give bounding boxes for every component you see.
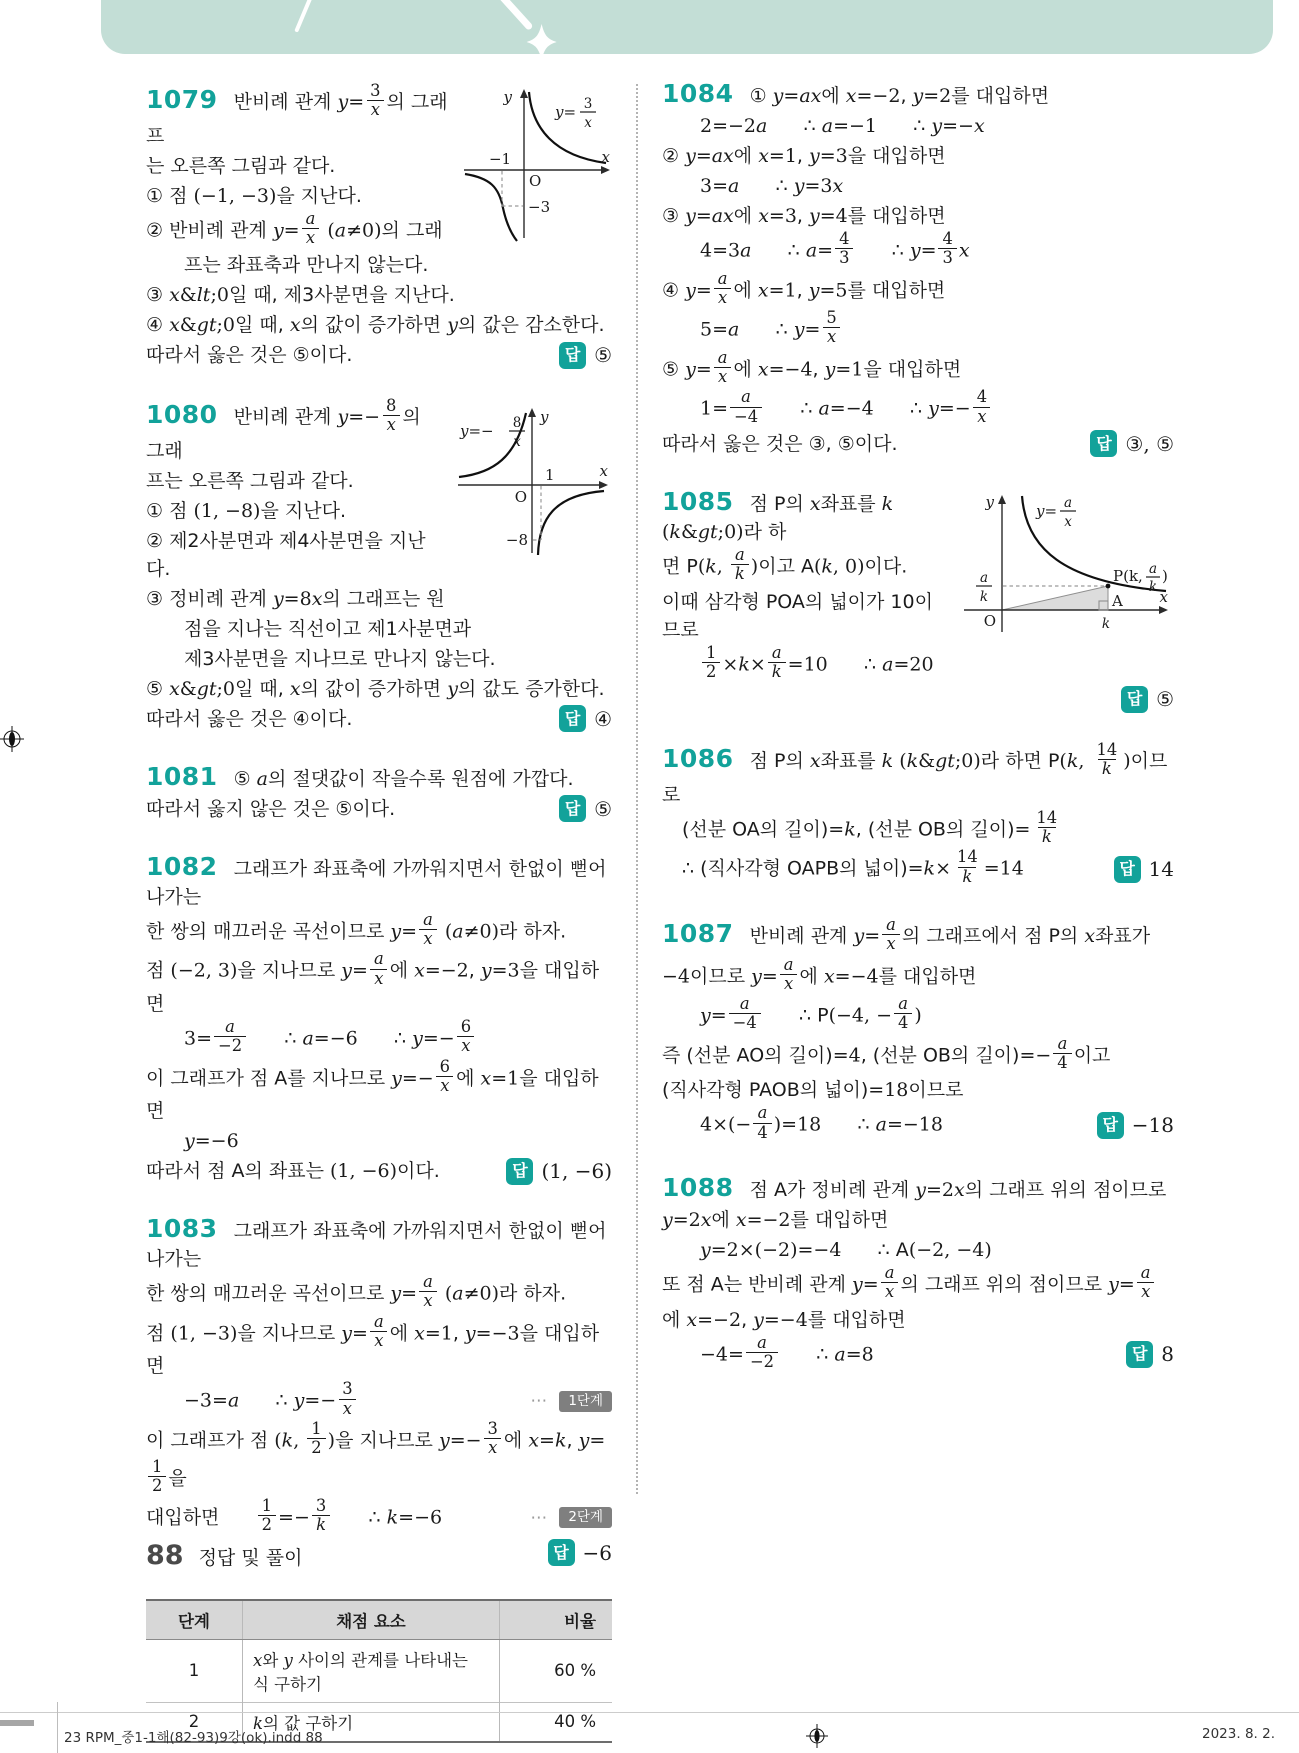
graph-1085 [956, 492, 1174, 642]
problem-number: 1085 [662, 486, 734, 516]
problem-1085 [662, 488, 1174, 713]
cell-step: 2 [146, 1702, 243, 1742]
solution-line: ③ 정비례 관계 y=8x의 그래프는 원 [146, 587, 445, 610]
solution-line [662, 1103, 1174, 1144]
problem-1088 [662, 1174, 1174, 1373]
problem-1082 [146, 853, 612, 1185]
problem-number: 1080 [146, 400, 218, 430]
solution-text: 4×(− $\frac{a}{4}$ )=18 ∴ a=−18 [700, 1103, 943, 1142]
pencil-line-icon [491, 0, 529, 26]
solution-line: 4=3a ∴ a= $\frac{4}{3}$ ∴ y= $\frac{4}{3}$ x [700, 229, 970, 268]
answer-value: (1, −6) [541, 1159, 612, 1184]
solution-line: 3= $\frac{a}{-2}$ ∴ a=−6 ∴ y=− $\frac{6}{x}$ [146, 1020, 612, 1058]
page-footer [146, 1540, 302, 1571]
solution-line: ③ x&lt;0일 때, 제3사분면을 지난다. [146, 284, 455, 307]
answer-value: 8 [1161, 1342, 1174, 1367]
registration-mark-icon [806, 1724, 828, 1748]
solution-text: 따라서 옳은 것은 ⑤이다. [146, 344, 353, 367]
solution-text: −3=a ∴ y=− $\frac{3}{x}$ [184, 1382, 520, 1420]
trim-bar [0, 1720, 34, 1726]
problem-1087 [662, 914, 1174, 1144]
solution-line: 또 점 A는 반비례 관계 y= $\frac{a}{x}$ 의 그래프 위의 점이므로 y= $\frac{a}{x}$ [662, 1266, 1174, 1304]
curve-equation-denominator: x [584, 115, 592, 131]
problem-number: 1081 [146, 761, 218, 791]
graph-1080 [454, 405, 612, 557]
solution-text: 따라서 옳은 것은 ④이다. [146, 707, 353, 730]
origin-label: O [529, 172, 542, 190]
x-tick-label: 1 [545, 466, 555, 485]
solution-line [146, 795, 612, 823]
solution-text: 따라서 점 A의 좌표는 (1, −6)이다. [146, 1160, 440, 1183]
answer [506, 1157, 612, 1185]
graph-1079 [460, 86, 612, 244]
solution-line: −4이므로 y= $\frac{a}{x}$ 에 x=−4를 대입하면 [662, 954, 977, 993]
point-p-label: P(k, [1113, 566, 1143, 585]
answer-badge: 답 [1126, 1341, 1153, 1368]
cell-criteria: k의 값 구하기 [243, 1702, 500, 1742]
answer-value: ③, ⑤ [1125, 431, 1174, 456]
problem-1086 [662, 740, 1174, 888]
solution-line [146, 1157, 612, 1185]
solution-text: 따라서 옳지 않은 것은 ⑤이다. [146, 797, 396, 820]
registration-mark-icon [0, 726, 24, 752]
solution-line: ② y=ax에 x=1, y=3을 대입하면 [662, 145, 946, 167]
ellipsis-dots: ⋯ [530, 1507, 550, 1528]
answer-badge: 답 [548, 1539, 575, 1566]
problem-1081 [146, 763, 612, 823]
solution-line: 에 x=−2, y=−4를 대입하면 [662, 1308, 906, 1331]
page-footer-label: 정답 및 풀이 [198, 1547, 303, 1569]
solution-line [662, 1332, 1174, 1374]
solution-line [146, 763, 612, 793]
solution-line: ② 제2사분면과 제4사분면을 지난다. [146, 529, 426, 580]
point-p-label-close: ) [1162, 566, 1168, 585]
answer [1097, 1111, 1174, 1139]
left-column [146, 78, 612, 1743]
solution-line: ③ y=ax에 x=3, y=4를 대입하면 [662, 205, 946, 227]
solution-line [146, 1215, 612, 1273]
solution-line [662, 430, 1174, 458]
problem-1080 [146, 396, 612, 733]
answer-badge: 답 [1097, 1112, 1124, 1139]
x-axis-arrow [599, 481, 608, 489]
solution-line: 이 그래프가 점 (k, $\frac{1}{2}$ )을 지나므로 y=− $\frac{3}{x}$ 에 x=k, y= $\frac{1}{2}$ 을 [146, 1418, 606, 1495]
answer-value: 14 [1148, 857, 1174, 882]
answer [1114, 855, 1174, 883]
y-axis-arrow [520, 89, 528, 98]
answer-value: −6 [582, 1540, 612, 1565]
solution-line: 2=−2a ∴ a=−1 ∴ y=−x [700, 115, 985, 137]
solution-line: 한 쌍의 매끄러운 곡선이므로 y= $\frac{a}{x}$ (a≠0)라 하자. [146, 1272, 567, 1311]
y-axis-arrow [998, 495, 1006, 504]
answer-value: ⑤ [594, 343, 612, 368]
column-header-step: 단계 [146, 1600, 243, 1640]
solution-line: 점을 지나는 직선이고 제1사분면과 [184, 617, 472, 640]
point-p-frac-numerator: a [1148, 560, 1158, 577]
answer [548, 1539, 612, 1567]
solution-line: y= $\frac{a}{-4}$ ∴ P(−4, − $\frac{a}{4}$ ) [700, 994, 922, 1033]
solution-line [662, 685, 1174, 713]
problem-number: 1083 [146, 1214, 218, 1244]
answer-badge: 답 [559, 705, 586, 732]
solution-line: 이 그래프가 점 A를 지나므로 y=− $\frac{6}{x}$ 에 x=1을 대입하면 [146, 1056, 599, 1123]
curve-equation-denominator: x [513, 434, 521, 451]
problem-1083 [146, 1215, 612, 1567]
solution-line [146, 705, 612, 733]
curve-equation-prefix: y= [1036, 501, 1058, 520]
solution-line [146, 1379, 612, 1420]
table-header-row [146, 1600, 612, 1640]
x-tick-label: −1 [488, 150, 512, 168]
point-a-label: A [1112, 591, 1123, 610]
curve-equation-prefix: y= [555, 103, 577, 121]
x-axis-label: x [1159, 587, 1168, 606]
solution-line: 점 (1, −3)을 지나므로 y= $\frac{a}{x}$ 에 x=1, y=−3을 대입하면 [146, 1311, 600, 1378]
solution-text: ∴ (직사각형 OAPB의 넓이)=k× $\frac{14}{k}$ =14 [682, 847, 1024, 886]
answer-badge: 답 [1114, 856, 1141, 883]
problem-number: 1079 [146, 85, 218, 115]
solution-text: 그래프가 좌표축에 가까워지면서 한없이 뻗어 나가는 [146, 1220, 613, 1271]
solution-line [662, 740, 1174, 809]
point-p [1106, 584, 1111, 589]
solution-line [662, 847, 1174, 888]
answer [1090, 430, 1174, 458]
pencil-line-icon [297, 0, 313, 30]
solution-line: y=−6 [184, 1130, 239, 1153]
right-column [662, 78, 1174, 1403]
solution-line: 이때 삼각형 POA의 넓이가 10이므로 [662, 590, 933, 641]
solution-line: (직사각형 PAOB의 넓이)=18이므로 [662, 1079, 964, 1102]
x-axis-arrow [601, 166, 610, 174]
hyperbola-q4 [538, 491, 604, 555]
solution-line: 3=a ∴ y=3x [700, 175, 844, 197]
answer [559, 341, 612, 369]
curve-equation-denominator: x [1064, 513, 1072, 530]
solution-line: $\frac{1}{2}$ ×k× $\frac{a}{k}$ =10 ∴ a=20 [662, 646, 1174, 684]
column-header-criteria: 채점 요소 [243, 1600, 500, 1640]
print-date: 2023. 8. 2. [1202, 1726, 1275, 1742]
solution-text: 반비례 관계 y= $\frac{3}{x}$ 의 그래프 [146, 81, 448, 147]
answer-badge: 답 [506, 1158, 533, 1185]
answer-badge: 답 [559, 795, 586, 822]
solution-line: ② 반비례 관계 y= $\frac{a}{x}$ (a≠0)의 그래 [146, 208, 443, 247]
answer-value: −18 [1131, 1113, 1174, 1138]
print-file-name: 23 RPM_중1-1해(82-93)9강(ok).indd 88 [64, 1730, 323, 1746]
solution-line [146, 341, 612, 369]
answer [1126, 1340, 1174, 1368]
solution-line: 제3사분면을 지나므로 만나지 않는다. [184, 647, 496, 670]
curve-equation-numerator: a [1063, 494, 1073, 511]
solution-text: ⑤ a의 절댓값이 작을수록 원점에 가깝다. [233, 767, 574, 790]
ellipsis-dots: ⋯ [530, 1391, 550, 1412]
answer [559, 705, 612, 733]
point-p-frac-denominator: k [1148, 578, 1158, 595]
solution-text: −4= $\frac{a}{-2}$ ∴ a=8 [700, 1332, 874, 1371]
solution-text: 점 A가 정비례 관계 y=2x의 그래프 위의 점이므로 [749, 1178, 1167, 1201]
step-marker [530, 1387, 612, 1415]
solution-line: 1= $\frac{a}{-4}$ ∴ a=−4 ∴ y=− $\frac{4}{x}$ [662, 390, 1174, 428]
origin-label: O [983, 611, 996, 630]
solution-line: 즉 (선분 AO의 길이)=4, (선분 OB의 길이)=− $\frac{a}{4}$ 이고 [662, 1033, 1111, 1073]
solution-line: 한 쌍의 매끄러운 곡선이므로 y= $\frac{a}{x}$ (a≠0)라 하자. [146, 909, 567, 949]
answer-value: ④ [594, 706, 612, 731]
triangle-poa [1002, 586, 1108, 610]
problem-number: 1087 [662, 919, 734, 949]
two-column-layout [146, 78, 1174, 1743]
answer [559, 795, 612, 823]
solution-line [662, 80, 1174, 110]
answer [1121, 685, 1174, 713]
banner-decoration [101, 0, 1273, 54]
page-number: 88 [146, 1540, 184, 1571]
column-header-ratio: 비율 [500, 1600, 613, 1640]
y-axis-arrow [528, 408, 536, 417]
problem-number: 1082 [146, 851, 218, 881]
curve-equation-numerator: 8 [512, 415, 522, 432]
solution-line: 는 오른쪽 그림과 같다. [146, 154, 336, 177]
problem-number: 1084 [662, 79, 734, 108]
solution-text: 따라서 옳은 것은 ③, ⑤이다. [662, 432, 898, 455]
x-axis-arrow [1159, 606, 1168, 614]
cell-ratio: 60 % [500, 1639, 613, 1702]
answer-badge: 답 [1121, 686, 1148, 713]
solution-text: ① y=ax에 x=−2, y=2를 대입하면 [749, 85, 1050, 107]
solution-line: 프는 좌표축과 만나지 않는다. [184, 254, 429, 277]
top-banner [101, 0, 1273, 54]
solution-line: 점 (−2, 3)을 지나므로 y= $\frac{a}{x}$ 에 x=−2, y=3을 대입하면 [146, 949, 600, 1015]
problem-1084 [662, 80, 1174, 458]
solution-line: ⑤ x&gt;0일 때, x의 값이 증가하면 y의 값도 증가한다. [146, 677, 605, 700]
step-1-badge: 1단계 [559, 1391, 612, 1412]
solution-line: 프는 오른쪽 그림과 같다. [146, 469, 354, 492]
answer-value: ⑤ [1156, 687, 1174, 712]
solution-line [146, 1496, 612, 1537]
y-tick-denominator: k [979, 588, 989, 605]
column-divider [636, 84, 638, 1494]
solution-text: 반비례 관계 y= $\frac{a}{x}$ 의 그래프에서 점 P의 x좌표가 [749, 914, 1151, 954]
y-tick-numerator: a [979, 569, 989, 586]
solution-line: y=2x에 x=−2를 대입하면 [662, 1208, 889, 1231]
origin-label: O [514, 488, 527, 507]
x-axis-label: x [601, 148, 610, 166]
solution-line: ④ y= $\frac{a}{x}$ 에 x=1, y=5를 대입하면 [662, 268, 946, 307]
solution-line: 면 P(k, $\frac{a}{k}$ )이고 A(k, 0)이다. [662, 544, 908, 584]
y-tick-label: −8 [505, 531, 528, 550]
solution-line: ⑤ y= $\frac{a}{x}$ 에 x=−4, y=1을 대입하면 [662, 347, 962, 387]
solution-line: ① 점 (−1, −3)을 지난다. [146, 184, 362, 207]
x-axis-label: x [599, 462, 608, 481]
grading-table [146, 1599, 612, 1743]
trim-line [57, 1702, 58, 1753]
answer-badge: 답 [1090, 430, 1117, 457]
solution-line: y=2×(−2)=−4 ∴ A(−2, −4) [700, 1238, 992, 1261]
table-row [146, 1639, 612, 1702]
x-tick-label: k [1101, 615, 1111, 632]
solution-text: 그래프가 좌표축에 가까워지면서 한없이 뻗어 나가는 [146, 857, 613, 908]
cell-criteria: x와 y 사이의 관계를 나타내는 식 구하기 [243, 1639, 500, 1702]
solution-text: 대입하면 $\frac{1}{2}$ =− $\frac{3}{k}$ ∴ k=−6 [146, 1496, 443, 1535]
answer-badge: 답 [559, 342, 586, 369]
solution-line [662, 914, 1174, 956]
cell-step: 1 [188, 1661, 200, 1681]
solution-line: ① 점 (1, −8)을 지난다. [146, 499, 346, 522]
solution-line [662, 1174, 1174, 1204]
solution-line: 5=a ∴ y= $\frac{5}{x}$ [662, 311, 1174, 349]
answer-value: ⑤ [594, 796, 612, 821]
hyperbola-q3 [465, 174, 517, 241]
y-axis-label: y [985, 492, 994, 511]
cell-ratio: 40 % [500, 1702, 613, 1742]
step-marker [530, 1504, 612, 1532]
problem-number: 1088 [662, 1172, 734, 1202]
solution-text: 점 P의 x좌표를 k (k&gt;0)라 하 [662, 492, 900, 543]
curve-equation-numerator: 3 [583, 96, 593, 112]
solution-line [146, 853, 612, 911]
solution-text: 반비례 관계 y=− $\frac{8}{x}$ 의 그래 [146, 396, 427, 462]
curve-equation-prefix: y=− [460, 422, 494, 441]
problem-number: 1086 [662, 744, 734, 774]
problem-1079 [146, 81, 612, 369]
step-2-badge: 2단계 [559, 1507, 612, 1528]
print-divider-line [0, 1712, 1299, 1713]
y-tick-label: −3 [528, 198, 551, 216]
solution-line: (선분 OA의 길이)=k, (선분 OB의 길이)= $\frac{14}{k}$ [682, 807, 1058, 847]
y-axis-label: y [540, 408, 549, 427]
sparkle-icon [527, 24, 557, 54]
solution-text: 점 P의 x좌표를 k (k&gt;0)라 하면 P(k, $\frac{14}{k}$ )이므로 [662, 740, 1168, 806]
y-axis-label: y [503, 88, 512, 106]
solution-line: ④ x&gt;0일 때, x의 값이 증가하면 y의 값은 감소한다. [146, 314, 605, 337]
